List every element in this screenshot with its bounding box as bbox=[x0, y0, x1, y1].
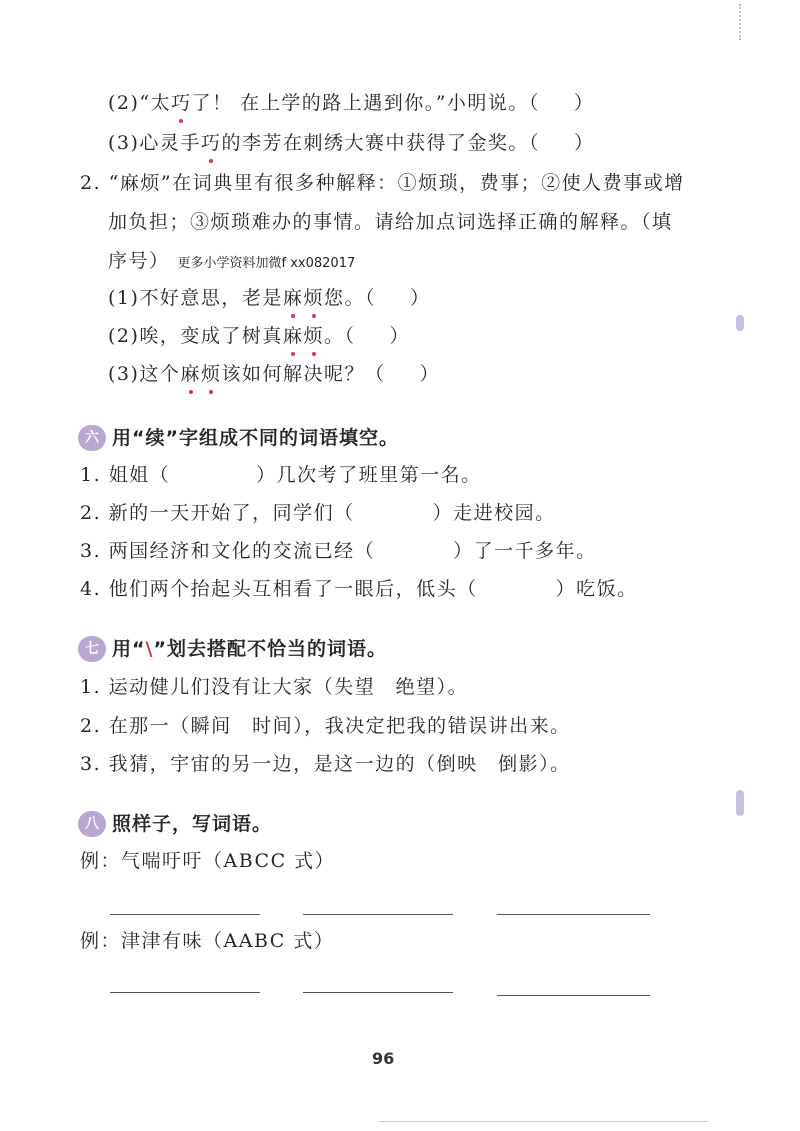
section-6-item-2: 2. 新的一天开始了，同学们（ ）走进校园。 bbox=[80, 502, 556, 524]
section-badge: 八 bbox=[78, 811, 106, 837]
section-7-item-2[interactable]: 2. 在那一（瞬间 时间），我决定把我的错误讲出来。 bbox=[80, 715, 571, 737]
writing-line-1[interactable] bbox=[110, 914, 260, 915]
writing-line-2[interactable] bbox=[303, 914, 453, 915]
section-badge: 七 bbox=[78, 636, 106, 662]
section-6-title: 六 用“续”字组成不同的词语填空。 bbox=[78, 425, 399, 451]
dotted-char: 麻 bbox=[282, 287, 304, 309]
question-2-item-2: (2)唉，变成了树真麻烦。（ ） bbox=[108, 325, 410, 347]
writing-line-4[interactable] bbox=[110, 992, 260, 993]
dotted-char: 烦 bbox=[200, 363, 222, 385]
edge-tab-mark bbox=[736, 315, 744, 331]
writing-line-3[interactable] bbox=[497, 914, 650, 915]
section-badge: 六 bbox=[78, 425, 106, 451]
page-number: 96 bbox=[372, 1049, 395, 1068]
question-1-item-2: (2)“太巧了！ 在上学的路上遇到你。”小明说。（ ） bbox=[108, 92, 595, 114]
section-6-item-1: 1. 姐姐（ ）几次考了班里第一名。 bbox=[80, 464, 482, 486]
question-2-text-line-2: 加负担；③烦琐难办的事情。请给加点词选择正确的解释。（填 bbox=[108, 211, 673, 233]
example-2: 例：津津有味（AABC 式） bbox=[80, 930, 335, 952]
dotted-char: 麻 bbox=[180, 363, 201, 385]
edge-tab-mark bbox=[736, 790, 744, 816]
section-8-title: 八 照样子，写词语。 bbox=[78, 811, 272, 837]
section-7-title: 七 用“\”划去搭配不恰当的词语。 bbox=[78, 636, 387, 662]
dotted-char: 巧 bbox=[200, 132, 222, 154]
section-6-item-3: 3. 两国经济和文化的交流已经（ ）了一千多年。 bbox=[80, 540, 597, 562]
writing-line-6[interactable] bbox=[497, 995, 650, 996]
edge-dots bbox=[739, 4, 743, 40]
dotted-char: 麻 bbox=[282, 325, 304, 347]
section-7-item-1[interactable]: 1. 运动健儿们没有让大家（失望 绝望）。 bbox=[80, 676, 469, 698]
question-2-item-1: (1)不好意思，老是麻烦您。（ ） bbox=[108, 287, 431, 309]
example-1: 例：气喘吁吁（ABCC 式） bbox=[80, 850, 336, 872]
section-6-item-4: 4. 他们两个抬起头互相看了一眼后，低头（ ）吃饭。 bbox=[80, 578, 638, 600]
dotted-char: 巧 bbox=[171, 92, 192, 114]
dotted-char: 烦 bbox=[303, 287, 324, 309]
section-7-item-3[interactable]: 3. 我猜，宇宙的另一边，是这一边的（倒映 倒影）。 bbox=[80, 753, 571, 775]
dotted-char: 烦 bbox=[303, 325, 324, 347]
question-2-text-line-1: 2. “麻烦”在词典里有很多种解释：①烦琐，费事；②使人费事或增 bbox=[80, 172, 685, 194]
watermark-note: 更多小学资料加微f xx082017 bbox=[177, 256, 356, 271]
bottom-edge-line bbox=[378, 1121, 708, 1122]
writing-line-5[interactable] bbox=[303, 992, 453, 993]
slash-mark: \ bbox=[145, 638, 154, 660]
question-1-item-3: (3)心灵手巧的李芳在刺绣大赛中获得了金奖。（ ） bbox=[108, 132, 595, 154]
question-2-item-3: (3)这个麻烦该如何解决呢？（ ） bbox=[108, 363, 440, 385]
question-2-text-line-3: 序号） 更多小学资料加微f xx082017 bbox=[108, 250, 356, 272]
